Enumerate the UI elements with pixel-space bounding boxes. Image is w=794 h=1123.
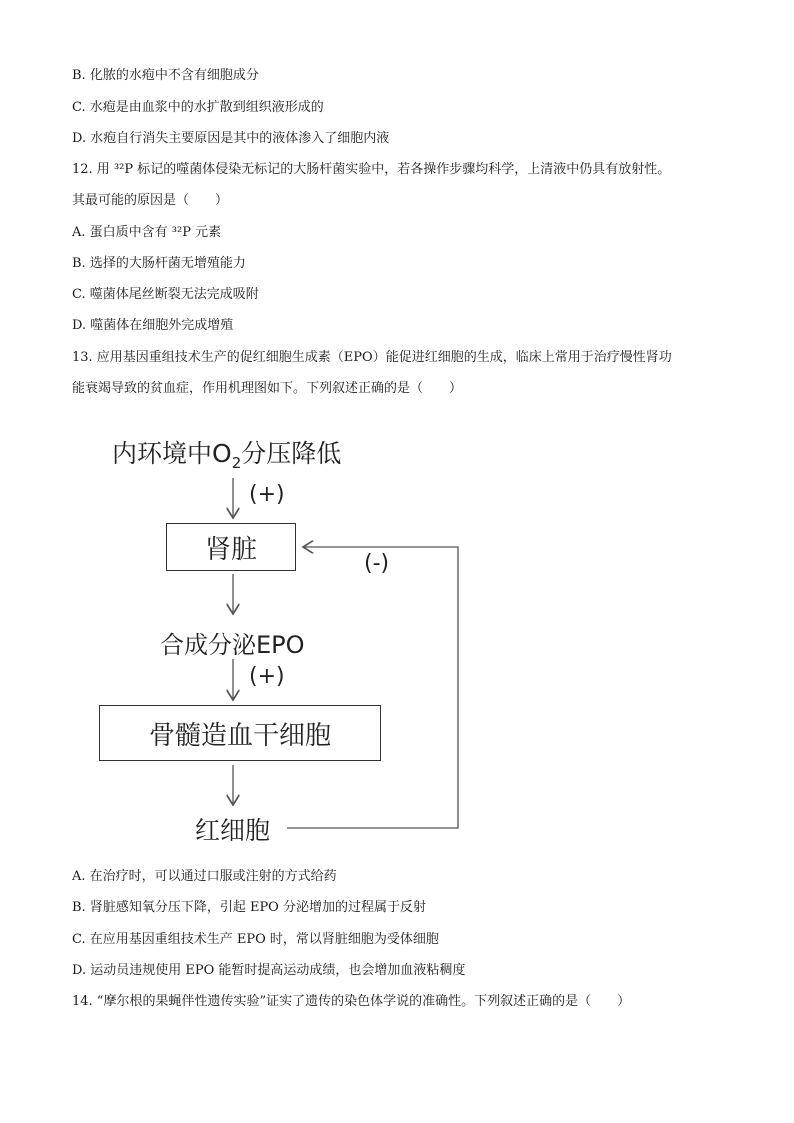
option-c-q11: C. 水疱是由血浆中的水扩散到组织液形成的: [72, 100, 324, 115]
option-d-q11: D. 水疱自行消失主要原因是其中的液体渗入了细胞内液: [72, 131, 390, 146]
bone-marrow-stem-cell-box: 骨髓造血干细胞: [99, 705, 381, 761]
plus-label-1: (+): [249, 482, 285, 507]
feedback-line: [287, 547, 458, 828]
option-c-q12: C. 噬菌体尾丝断裂无法完成吸附: [72, 287, 259, 302]
question-13-stem: 13. 应用基因重组技术生产的促红细胞生成素（EPO）能促进红细胞的生成，临床上常用于治疗慢性肾功: [72, 350, 672, 365]
option-b-q13: B. 肾脏感知氧分压下降，引起 EPO 分泌增加的过程属于反射: [72, 900, 426, 915]
question-12-stem: 12. 用 ³²P 标记的噬菌体侵染无标记的大肠杆菌实验中，若各操作步骤均科学，上清液中仍具有放射性。: [72, 162, 671, 177]
option-b-q11: B. 化脓的水疱中不含有细胞成分: [72, 68, 259, 83]
question-13-stem-cont: 能衰竭导致的贫血症，作用机理图如下。下列叙述正确的是（ ）: [72, 381, 463, 396]
option-d-q12: D. 噬菌体在细胞外完成增殖: [72, 318, 234, 333]
option-d-q13: D. 运动员违规使用 EPO 能暂时提高运动成绩，也会增加血液粘稠度: [72, 963, 466, 978]
low-oxygen-label: 内环境中$O_2$分压降低: [112, 439, 342, 472]
option-a-q13: A. 在治疗时，可以通过口服或注射的方式给药: [72, 869, 337, 884]
plus-label-2: (+): [249, 664, 285, 689]
option-b-q12: B. 选择的大肠杆菌无增殖能力: [72, 256, 246, 271]
question-14-stem: 14. “摩尔根的果蝇伴性遗传实验”证实了遗传的染色体学说的准确性。下列叙述正确的是（ ）: [72, 994, 631, 1009]
option-a-q12: A. 蛋白质中含有 ³²P 元素: [72, 225, 222, 240]
red-blood-cell-label: 红细胞: [195, 816, 271, 845]
kidney-box: 肾脏: [166, 523, 296, 571]
question-12-stem-cont: 其最可能的原因是（ ）: [72, 193, 229, 208]
option-c-q13: C. 在应用基因重组技术生产 EPO 时，常以肾脏细胞为受体细胞: [72, 932, 439, 947]
secrete-epo-label: 合成分泌EPO: [160, 631, 305, 659]
negative-feedback-label: (-): [364, 551, 390, 576]
